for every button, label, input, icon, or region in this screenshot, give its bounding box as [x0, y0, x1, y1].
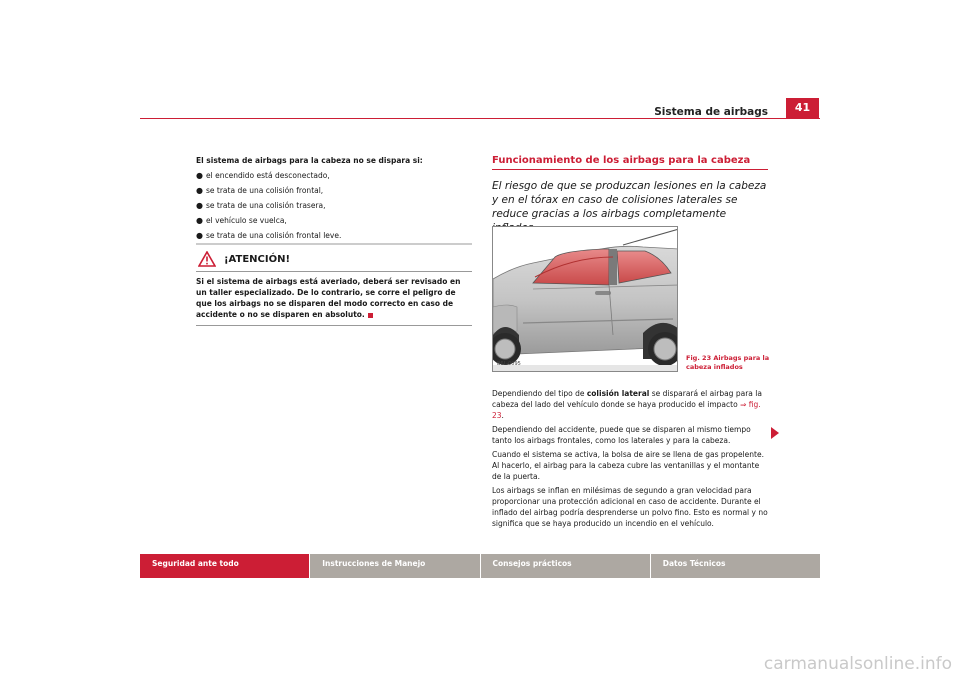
watermark: carmanualsonline.info	[763, 654, 952, 674]
list-item: ● se trata de una colisión frontal,	[196, 186, 324, 195]
left-column	[196, 155, 472, 245]
warning-divider	[196, 271, 472, 272]
conditions-list	[196, 170, 472, 241]
tab-consejos[interactable]: Consejos prácticos	[481, 554, 651, 578]
paragraph: Dependiendo del tipo de colisión lateral se disparará el airbag para la cabeza del lado del vehículo donde se haya producido el impacto ⇒ fig. 23.	[492, 389, 762, 420]
figure-code: B6L-0095	[497, 361, 521, 367]
tab-datos[interactable]: Datos Técnicos	[662, 559, 726, 568]
conditions-intro: El sistema de airbags para la cabeza no se dispara si:	[196, 156, 423, 165]
page-number: 41	[786, 98, 819, 118]
figure-caption: Fig. 23 Airbags para la cabeza inflados	[686, 354, 770, 371]
car-airbag-figure	[492, 226, 678, 372]
paragraph: Los airbags se inflan en milésimas de segundo a gran velocidad para proporcionar una protección adicional en caso de accidente. Durante el inflado del airbag podría desprenderse un polvo fino. Esto es normal y no significa que se haya producido un incendio en el vehículo.	[492, 486, 768, 528]
tab-seguridad[interactable]: Seguridad ante todo	[140, 554, 310, 578]
figure-reference-link[interactable]: ⇒ fig. 23	[492, 400, 761, 420]
paragraph: Cuando el sistema se activa, la bolsa de aire se llena de gas propelente. Al hacerlo, el airbag para la cabeza cubre las ventanillas y el montante de la puerta.	[492, 450, 764, 481]
warning-box	[196, 243, 472, 326]
warning-triangle-icon	[198, 251, 216, 267]
end-marker-icon	[368, 313, 373, 318]
bullet-icon: ●	[196, 171, 203, 180]
list-item: ● se trata de una colisión frontal leve.	[196, 231, 342, 240]
footer-nav	[140, 554, 820, 578]
car-side-illustration	[493, 227, 678, 372]
right-column	[492, 155, 768, 235]
list-item: ● el encendido está desconectado,	[196, 171, 330, 180]
warning-header	[196, 245, 472, 271]
section-lead: El riesgo de que se produzcan lesiones en la cabeza y en el tórax en caso de colisiones laterales se reduce gracias a los airbags completamente	[492, 180, 767, 220]
bullet-icon: ●	[196, 201, 203, 210]
bullet-icon: ●	[196, 231, 203, 240]
section-title: Funcionamiento de los airbags para la cabeza	[492, 155, 768, 170]
page-header-title: Sistema de airbags	[654, 106, 768, 118]
warning-text: Si el sistema de airbags está averiado, deberá ser revisado en un taller especializado. De lo contrario, se corre el peligro de que los airbags no se disparen del modo correcto en caso de accidente o no se disparen en absoluto.	[196, 277, 461, 319]
next-page-arrow-icon[interactable]	[771, 427, 779, 439]
list-item: ● se trata de una colisión trasera,	[196, 201, 326, 210]
tab-instrucciones[interactable]: Instrucciones de Manejo	[310, 554, 480, 578]
list-item: ● el vehículo se vuelca,	[196, 216, 287, 225]
warning-title: ¡ATENCIÓN!	[224, 253, 291, 265]
paragraph: Dependiendo del accidente, puede que se disparen al mismo tiempo tanto los airbags frontales, como los laterales y para la cabeza.	[492, 425, 751, 445]
bullet-icon: ●	[196, 216, 203, 225]
bullet-icon: ●	[196, 186, 203, 195]
body-text	[492, 388, 770, 532]
header-divider	[140, 118, 820, 119]
warning-bottom-rule	[196, 325, 472, 326]
